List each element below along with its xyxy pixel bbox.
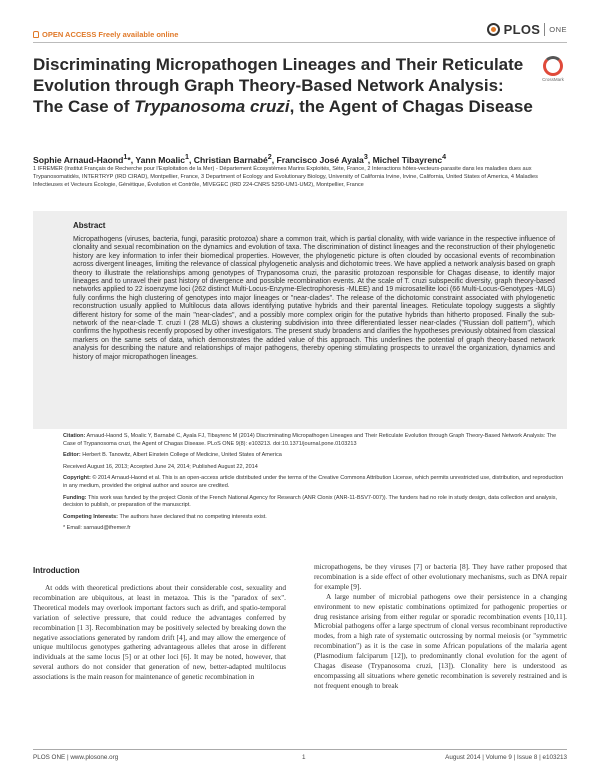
citation: Citation: Arnaud-Haond S, Moalic Y, Barnabé C, Ayala FJ, Tibayrenc M (2014) Discriminating Micropathogen Lineages and Their Reticulate Evolution through Graph Theory-Based Network Analysis: The Case of Trypanosoma cruzi, the Agent of Chagas Disease. PLoS ONE 9(8): e103213. doi:10.1371/journal.pone.0103213 <box>63 433 557 447</box>
title-species: Trypanosoma cruzi <box>134 97 290 116</box>
intro-paragraph-1-cont: micropathogens, be they viruses [7] or bacteria [8]. They have rather proposed that recombination is a side effect of other evolutionary mechanisms, such as DNA repair for example [9]. <box>314 562 567 591</box>
author-list: Sophie Arnaud-Haond$^1$*, Yann Moalic$^1$, Christian Barnabé$^2$, Francisco José Ayala$^3$, Michel Tibayrenc$^4$ <box>33 153 447 165</box>
abstract-box <box>33 211 567 429</box>
open-access-banner <box>33 30 178 39</box>
body-column-left <box>33 583 286 682</box>
contact-email[interactable]: * Email: sarnaud@ifremer.fr <box>63 525 131 532</box>
introduction-heading: Introduction <box>33 566 80 575</box>
footer-issue: August 2014 | Volume 9 | Issue 8 | e103213 <box>445 754 567 761</box>
crossmark-icon <box>543 56 563 76</box>
title-end: , the Agent of Chagas Disease <box>289 97 533 116</box>
plos-logo-icon <box>487 23 500 36</box>
competing-interests: Competing Interests: The authors have declared that no competing interests exist. <box>63 513 267 520</box>
body-column-right <box>314 562 567 691</box>
article-title <box>33 54 533 117</box>
title-main: Discriminating Micropathogen Lineages and Their Reticulate Evolution through Graph Theory-Based Network Analysis: The Case of <box>33 55 524 116</box>
open-lock-icon <box>33 31 39 38</box>
footer-journal[interactable]: PLOS ONE | www.plosone.org <box>33 754 119 761</box>
article-dates: Received August 16, 2013; Accepted June 24, 2014; Published August 22, 2014 <box>63 463 258 470</box>
page-number: 1 <box>302 754 306 761</box>
intro-paragraph-1: At odds with theoretical predictions about their considerable cost, sexuality and recombination are ubiquitous, at least in metazoa. This is the "paradox of sex". Theoretical models may overlook important factors such as drift, and spatio-temporal variation of selective pressure, that could reduce the advantages conferred by recombination [1 3]. Recombination may be positively selected by breaking down the negative associations generated by random drift [4], and may allow the emergence of unique multilocus genotypes gathering advantageous alleles that arose in different individuals at the same locus [5] or at other loci [6]. It may be noted, however, that several authors do not consider that generation of new, better-adapted multilocus associations is the main reason for maintenance of genetic recombination in <box>33 583 286 682</box>
footer-rule <box>33 749 567 750</box>
editor: Editor: Herbert B. Tanowitz, Albert Einstein College of Medicine, United States of America <box>63 452 282 459</box>
brand-one: ONE <box>549 25 567 34</box>
intro-paragraph-2: A large number of microbial pathogens owe their persistence in a changing environment to new epistatic combinations optimized for pathogenic properties or drug resistance arising from either regular or sporadic recombination events [10,11]. Microbial pathogens offer a large spectrum of clonal versus recombinant reproductive modes, from a high rate of systematic outcrossing by normal meiosis (or "symmetric recombination") as it is the case in some African populations of the malaria agent (Plasmodium falciparum [12]), to predominantly clonal evolution for the agent of Chagas disease (Trypanosoma cruzi, [13]). Clonality here is understood as encompassing all situations where genetic recombination is severely restrained and is not frequent enough to break <box>314 591 567 690</box>
journal-brand[interactable] <box>487 22 567 37</box>
brand-divider <box>544 23 545 36</box>
brand-plos: PLOS <box>503 22 541 37</box>
article-metadata <box>63 433 567 537</box>
abstract-heading: Abstract <box>73 221 106 230</box>
crossmark-badge[interactable] <box>539 56 567 82</box>
header-rule <box>33 42 567 43</box>
abstract-text: Micropathogens (viruses, bacteria, fungi, parasitic protozoa) share a common trait, which is partial clonality, with wide variance in the respective influence of clonality and sexual recombination on the dynamics and evolution of taxa. The discrimination of distinct lineages and the reconstruction of their phylogenetic history are key information to infer their biomedical properties. However, the phylogenetic picture is often clouded by occasional events of recombination across divergent lineages, limiting the relevance of classical phylogenetic analysis and dichotomic trees. We have applied a network analysis based on graph theory to illustrate the relationships among genotypes of Trypanosoma cruzi, the parasitic protozoan responsible for Chagas disease, to identify major lineages and to unravel their past history of divergence and possible recombination events. At the scale of T. cruzi subspecific diversity, graph theory-based networks applied to 22 isoenzyme loci (262 distinct Multi-Locus-Enzyme-Electrophoresis -MLEE) and 19 microsatellite loci (66 Multi-Locus-Genotypes -MLG) fully confirms the high clustering of genotypes into major lineages or "near-clades". The release of the dichotomic constraint associated with phylogenetic reconstruction usually applied to Multilocus data allows identifying putative hybrids and their parental lineages. Reticulate topology suggests a slightly different history for some of the main "near-clades", and a possibly more complex origin for the putative hybrids than hitherto proposed. Finally the sub-network of the near-clade T. cruzi I (28 MLG) shows a clustering subdivision into three differentiated lesser near-clades ("Russian doll pattern"), which confirms the hypothesis recently proposed by other investigators. The present study broadens and clarifies the hypotheses previously obtained from classical markers on the same sets of data, which demonstrates the added value of this approach. This underlines the potential of graph theory-based network analysis for describing the nature and relationships of major pathogens, thereby opening stimulating prospects to unravel the organization, dynamics and history of major micropathogen lineages. <box>73 236 555 361</box>
affiliations: 1 IFREMER (Institut Français de Recherche pour l'Exploitation de la Mer) - Département Écosystèmes Marins Exploités, Sète, France, 2 Interactions hôtes-vecteurs-parasite dans les maladies dues aux Trypanosomatidés, INTERTRYP (IRD CIRAD), Montpellier, France, 3 Department of Ecology and Evolutionary Biology, University of California Irvine, Irvine, California, United States of America, 4 Maladies Infectieuses et Vecteurs Écologie, Génétique, Évolution et Contrôle, MIVEGEC (IRD 224-CNRS 5290-UM1-UM2), Montpellier, France <box>33 166 538 188</box>
funding: Funding: This work was funded by the project Clonix of the French National Agency for Research (ANR Clonix (ANR-11-BSV7-007)). The funders had no role in study design, data collection and analysis, decision to publish, or preparation of the manuscript. <box>63 494 558 509</box>
crossmark-label: CrossMark <box>542 77 564 82</box>
open-access-label: OPEN ACCESS Freely available online <box>42 30 179 39</box>
copyright: Copyright: © 2014 Arnaud-Haond et al. This is an open-access article distributed under the terms of the Creative Commons Attribution License, which permits unrestricted use, distribution, and reproduction in any medium, provided the original author and source are credited. <box>63 475 564 489</box>
